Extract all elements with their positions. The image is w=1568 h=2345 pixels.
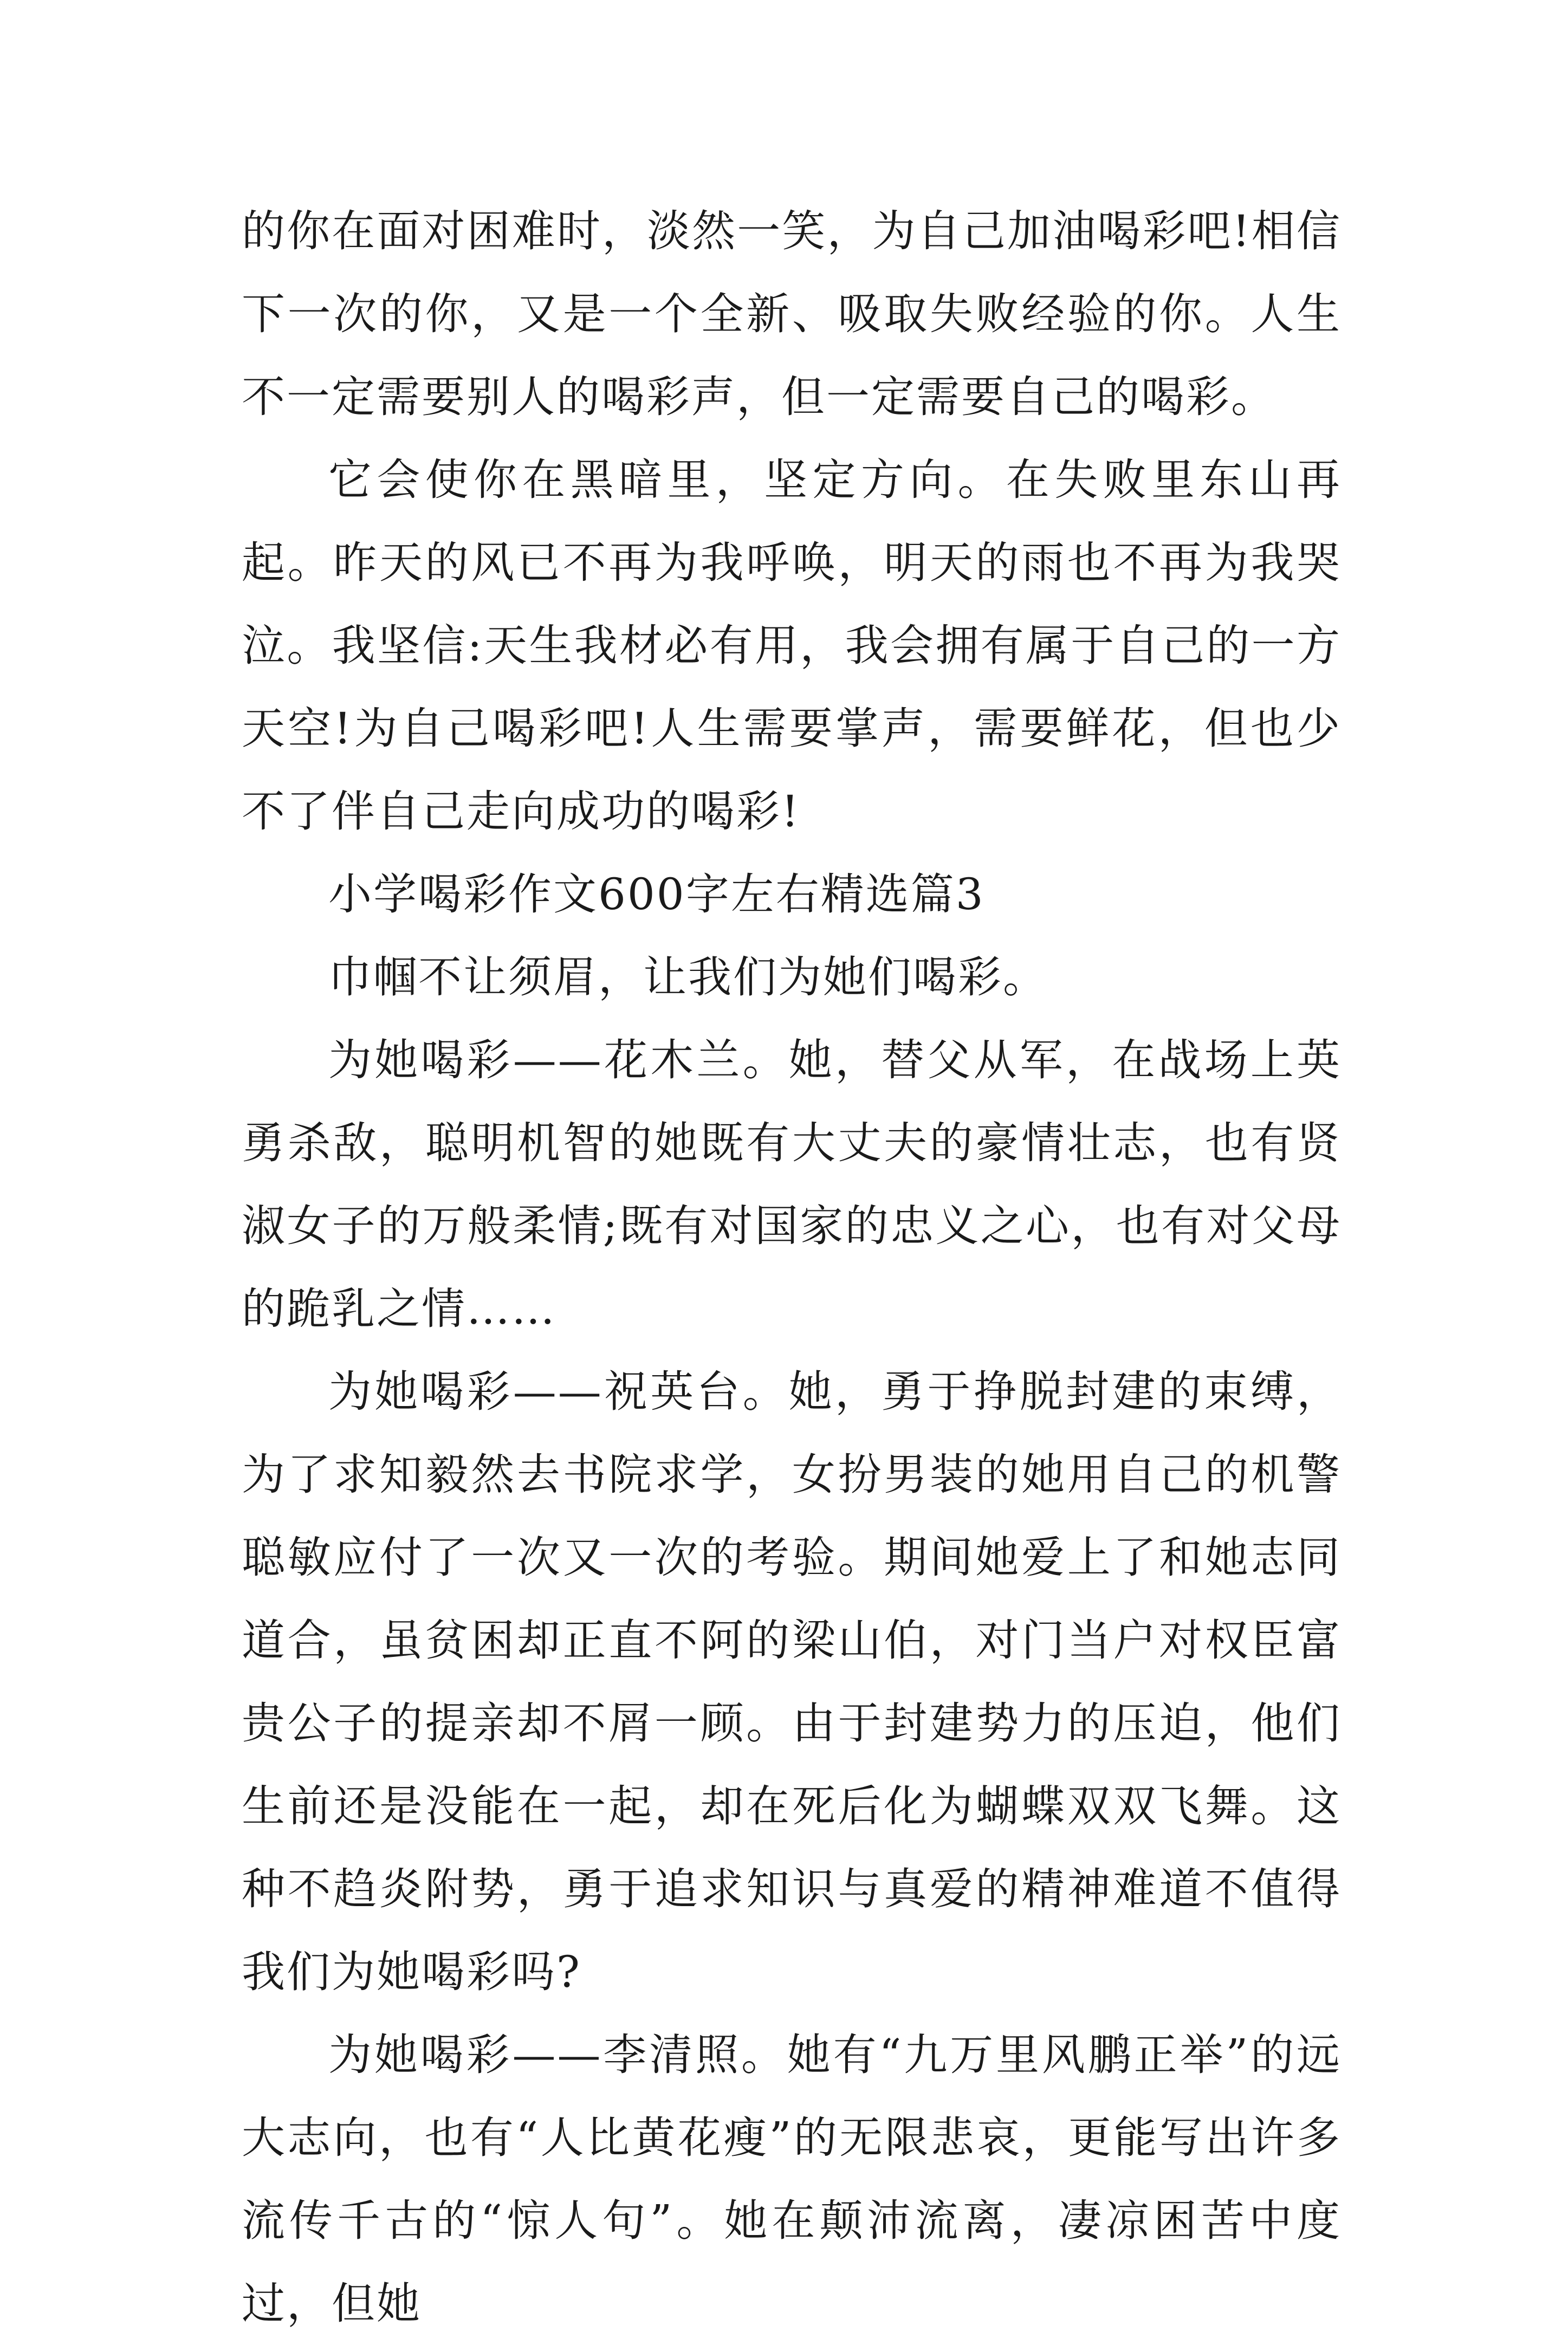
paragraph: 为她喝彩——祝英台。她，勇于挣脱封建的束缚，为了求知毅然去书院求学，女扮男装的她用自己的机警聪敏应付了一次又一次的考验。期间她爱上了和她志同道合，虽贫困却正直不阿的梁山伯，对门当户对权臣富贵公子的提亲却不屑一顾。由于封建势力的压迫，他们生前还是没能在一起，却在死后化为蝴蝶双双飞舞。这种不趋炎附势，勇于追求知识与真爱的精神难道不值得我们为她喝彩吗? xyxy=(242,1366,1342,1997)
paragraph: 它会使你在黑暗里，坚定方向。在失败里东山再起。昨天的风已不再为我呼唤，明天的雨也不再为我哭泣。我坚信:天生我材必有用，我会拥有属于自己的一方天空!为自己喝彩吧!人生需要掌声，需要鲜花，但也少不了伴自己走向成功的喝彩! xyxy=(242,455,1342,837)
paragraph: 为她喝彩——花木兰。她，替父从军，在战场上英勇杀敌，聪明机智的她既有大丈夫的豪情壮志，也有贤淑女子的万般柔情;既有对国家的忠义之心，也有对父母的跪乳之情…… xyxy=(242,1035,1342,1334)
document-body xyxy=(242,190,1342,2345)
paragraph-continuation: 的你在面对困难时，淡然一笑，为自己加油喝彩吧!相信下一次的你，又是一个全新、吸取失败经验的你。人生不一定需要别人的喝彩声，但一定需要自己的喝彩。 xyxy=(242,206,1342,422)
section-heading: 小学喝彩作文600字左右精选篇3 xyxy=(328,869,985,919)
paragraph: 为她喝彩——李清照。她有“九万里风鹏正举”的远大志向，也有“人比黄花瘦”的无限悲哀，更能写出许多流传千古的“惊人句”。她在颠沛流离，凄凉困苦中度过，但她 xyxy=(242,2030,1342,2329)
paragraph: 巾帼不让须眉，让我们为她们喝彩。 xyxy=(328,952,1048,1002)
